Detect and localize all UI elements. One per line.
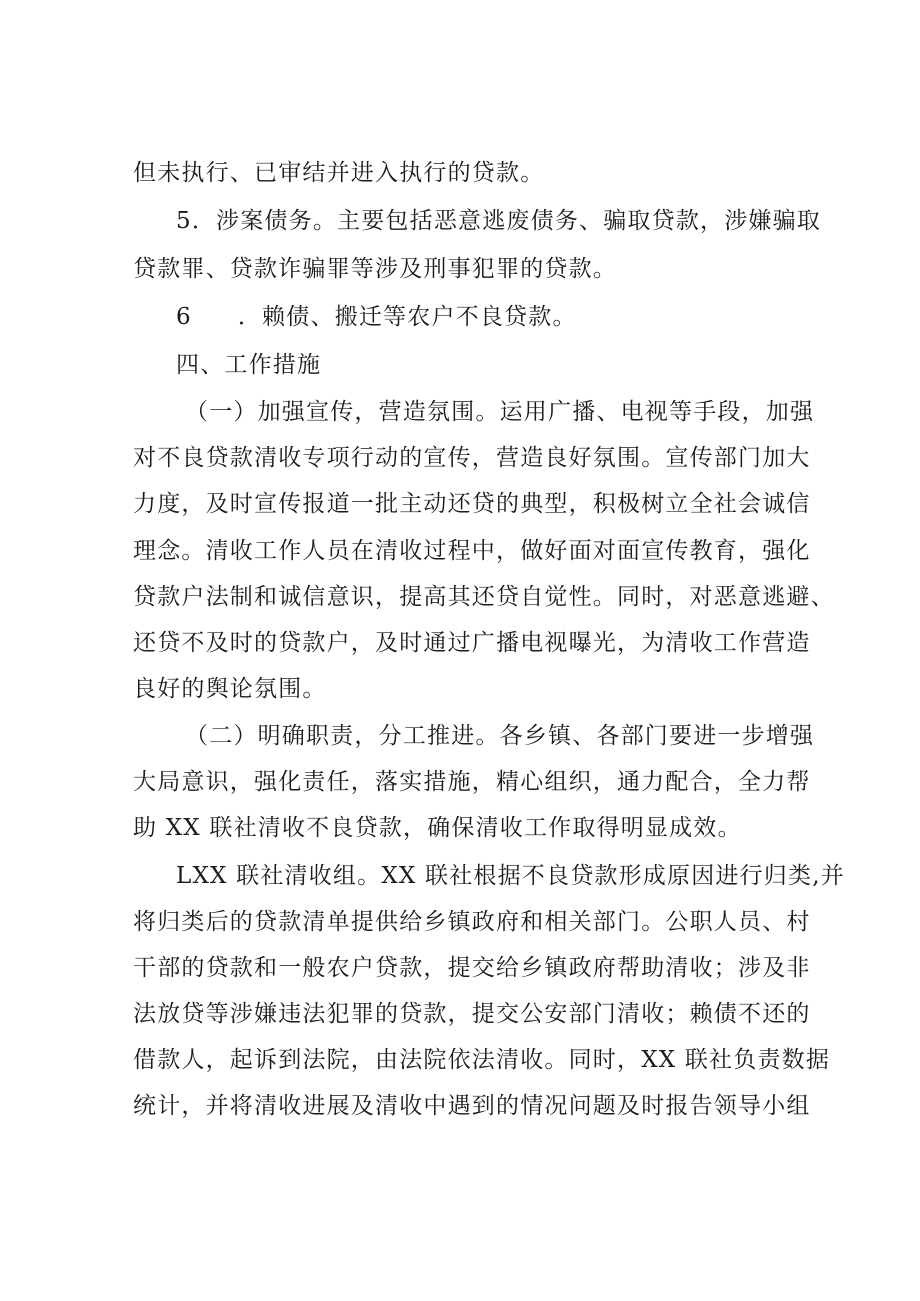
paragraph-line: 5．涉案债务。主要包括恶意逃废债务、骗取贷款，涉嫌骗取 bbox=[176, 208, 822, 234]
paragraph-line: 理念。清收工作人员在清收过程中，做好面对面宣传教育，强化 bbox=[133, 538, 811, 564]
paragraph-line: 助 XX 联社清收不良贷款，确保清收工作取得明显成效。 bbox=[133, 815, 742, 841]
paragraph-line: 大局意识，强化责任，落实措施，精心组织，通力配合，全力帮 bbox=[133, 769, 811, 795]
paragraph-line: 但未执行、已审结并进入执行的贷款。 bbox=[133, 160, 545, 186]
paragraph-line: 将归类后的贷款清单提供给乡镇政府和相关部门。公职人员、村 bbox=[133, 909, 811, 935]
section-heading: 四、工作措施 bbox=[176, 352, 322, 378]
paragraph-line: 法放贷等涉嫌违法犯罪的贷款，提交公安部门清收；赖债不还的 bbox=[133, 1001, 811, 1027]
paragraph-line: 借款人，起诉到法院，由法院依法清收。同时，XX 联社负责数据 bbox=[133, 1047, 831, 1073]
paragraph-line: 统计，并将清收进展及清收中遇到的情况问题及时报告领导小组 bbox=[133, 1093, 811, 1119]
item-number: 6 bbox=[176, 304, 192, 330]
paragraph-line: LXX 联社清收组。XX 联社根据不良贷款形成原因进行归类,并 bbox=[176, 863, 845, 889]
paragraph-line: 对不良贷款清收专项行动的宣传，营造良好氛围。宣传部门加大 bbox=[133, 445, 811, 471]
paragraph-line: 干部的贷款和一般农户贷款，提交给乡镇政府帮助清收；涉及非 bbox=[133, 955, 811, 981]
paragraph-line: （二）明确职责，分工推进。各乡镇、各部门要进一步增强 bbox=[185, 723, 815, 749]
paragraph-line: 力度，及时宣传报道一批主动还贷的典型，积极树立全社会诚信 bbox=[133, 491, 811, 517]
paragraph-line: 贷款户法制和诚信意识，提高其还贷自觉性。同时，对恶意逃避、 bbox=[133, 584, 835, 610]
paragraph-line: 还贷不及时的贷款户，及时通过广播电视曝光，为清收工作营造 bbox=[133, 630, 811, 656]
paragraph-line-numbered bbox=[176, 302, 577, 332]
paragraph-line: （一）加强宣传，营造氛围。运用广播、电视等手段，加强 bbox=[185, 399, 815, 425]
paragraph-line: 良好的舆论氛围。 bbox=[133, 676, 327, 702]
paragraph-line: 贷款罪、贷款诈骗罪等涉及刑事犯罪的贷款。 bbox=[133, 256, 617, 282]
item-text: ．赖债、搬迁等农户不良贷款。 bbox=[237, 304, 577, 330]
